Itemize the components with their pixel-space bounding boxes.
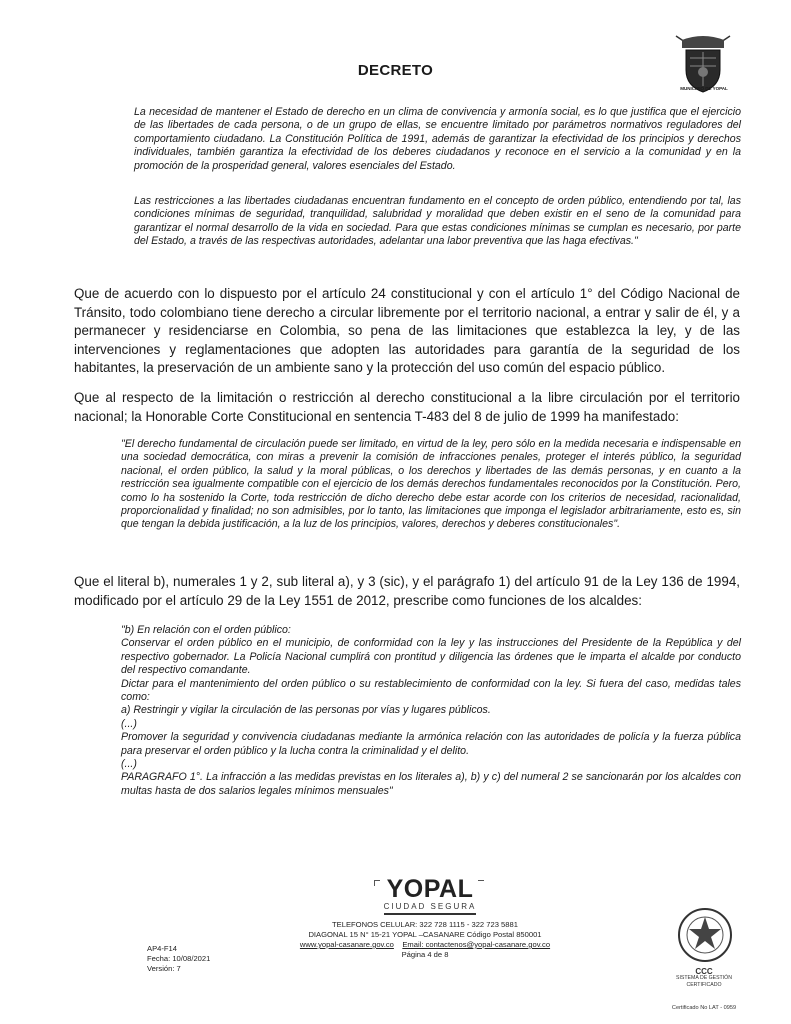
crest-caption: MUNICIPIO DE YOPAL [680, 86, 728, 91]
quote-line: (...) [121, 758, 137, 771]
email-link[interactable]: Email: contactenos@yopal-casanare.gov.co [402, 940, 551, 949]
document-control-info [147, 944, 210, 974]
body-paragraph-1: Que de acuerdo con lo dispuesto por el artículo 24 constitucional y con el artículo 1° del Código Nacional de Tránsito, todo colombiano tiene derecho a circular libremente por el territorio nacional, a entrar y salir de él, y a permanecer y residenciarse en Colombia, so pena de las limitaciones que establezca la ley, y de las intervenciones y reglamentaciones que adopten las autoridades para garantía de la seguridad de los habitantes, la preservación de un ambiente sano y la protección del uso común del espacio público. [74, 286, 740, 376]
quote-line: "b) En relación con el orden público: [121, 624, 291, 636]
logo-sub-text: CIUDAD SEGURA [383, 902, 477, 911]
quote-paragraph-4 [121, 624, 741, 798]
certification-seal-icon [675, 905, 735, 965]
logo-main-text: YOPAL [386, 875, 474, 903]
quote-line: PARAGRAFO 1°. La infracción a las medidas previstas en los literales a), b) y c) del numeral 2 se sancionarán por los alcaldes con multas hasta de dos salarios legales mínimos mensuales" [121, 771, 741, 797]
quote-line: Conservar el orden público en el municipio, de conformidad con la ley y las instrucciones del Presidente de la República y del respectivo gobernador. La Policía Nacional cumplirá con prontitud y diligencia las órdenes que le imparta el alcalde por conducto del respectivo comandante. [121, 637, 741, 677]
form-code: AP4-F14 [147, 944, 177, 953]
cert-mark: CCC [695, 967, 713, 976]
quote-line: Promover la seguridad y convivencia ciudadanas mediante la armónica relación con las autoridades de policía y la fuerza pública para preservar el orden público y la lucha contra la criminalidad y el delito. [121, 731, 741, 757]
quote-paragraph-2: Las restricciones a las libertades ciudadanas encuentran fundamento en el concepto de orden público, entendiendo por tal, las condiciones mínimas de seguridad, tranquilidad, salubridad y moralidad que deben existir en el seno de la comunidad para garantizar el normal desarrollo de la vida en sociedad. Para que estas condiciones mínimas se cumplan es necesario, por parte del Estado, a través de las respectivas autoridades, adelantar una labor preventiva que las haga efectivas." [134, 195, 741, 248]
quote-line: (...) [121, 717, 137, 730]
contact-info [270, 920, 580, 960]
certificate-number: Certificado No LAT - 0959 [671, 1005, 737, 1011]
logo-underline [384, 913, 476, 915]
form-date: Fecha: 10/08/2021 [147, 954, 211, 963]
document-title: DECRETO [357, 62, 434, 79]
yopal-logo [370, 876, 490, 915]
website-link[interactable]: www.yopal-casanare.gov.co [299, 940, 394, 949]
certification-text [666, 968, 742, 989]
quote-line: a) Restringir y vigilar la circulación de las personas por vías y lugares públicos. [121, 704, 491, 717]
body-paragraph-2: Que al respecto de la limitación o restricción al derecho constitucional a la libre circulación por el territorio nacional; la Honorable Corte Constitucional en sentencia T-483 del 8 de julio de 1999 ha manifestado: [74, 390, 740, 424]
phones: TELEFONOS CELULAR: 322 728 1115 - 322 723 5881 [332, 920, 518, 929]
cert-subtext: SISTEMA DE GESTIÓN CERTIFICADO [676, 975, 732, 988]
quote-line: Dictar para el mantenimiento del orden público o su restablecimiento de conformidad con la ley. Si fuera del caso, medidas tales como: [121, 677, 741, 704]
quote-paragraph-3: "El derecho fundamental de circulación puede ser limitado, en virtud de la ley, pero sólo en la medida necesaria e indispensable en una sociedad democrática, con miras a prevenir la comisión de infracciones penales, proteger el interés público, la seguridad nacional, el orden público, la salud y la moral públicas, o los derechos y libertades de las demás personas, y en cuanto a la restricción sea igualmente compatible con el ejercicio de los demás derechos fundamentales reconocidos por la Constitución. Pero, como lo ha sostenido la Corte, toda restricción de dicho derecho debe estar acorde con los criterios de necesidad, racionalidad, proporcionalidad y finalidad; no son admisibles, por lo tanto, las limitaciones que imponga el legislador arbitrariamente, esto es, sin que tengan la debida justificación, a la luz de los principios, valores, derechos y deberes constitucionales". [121, 438, 741, 531]
address: DIAGONAL 15 N° 15-21 YOPAL –CASANARE Código Postal 850001 [308, 930, 542, 939]
body-paragraph-3: Que el literal b), numerales 1 y 2, sub literal a), y 3 (sic), y el parágrafo 1) del artículo 91 de la Ley 136 de 1994, modificado por el artículo 29 de la Ley 1551 de 2012, prescribe como funciones de los alcaldes: [74, 574, 740, 608]
form-version: Versión: 7 [147, 964, 181, 973]
quote-paragraph-1: La necesidad de mantener el Estado de derecho en un clima de convivencia y armonía social, es lo que justifica que el ejercicio de las libertades de cada persona, o de un grupo de ellas, se encuentre limitado por parámetros normativos reguladores del comportamiento ciudadano. La Constitución Política de 1991, además de garantizar la efectividad de los principios y derechos individuales, también garantiza la efectividad de los deberes ciudadanos y reconoce en el servicio a la comunidad y en la promoción de la prosperidad general, valores esenciales del Estado. [134, 106, 741, 172]
page-number: Página 4 de 8 [401, 950, 449, 959]
